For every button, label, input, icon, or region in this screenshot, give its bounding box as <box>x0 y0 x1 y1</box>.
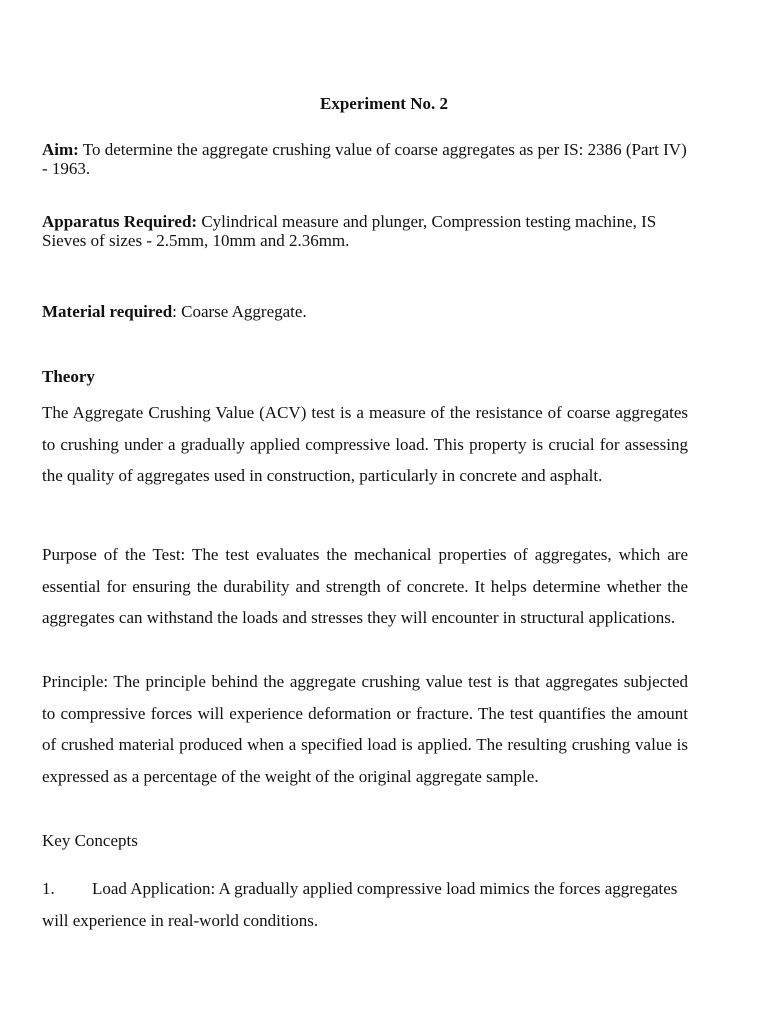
material-label: Material required <box>42 302 173 321</box>
principle-paragraph: Principle: The principle behind the aggregate crushing value test is that aggregates subjected to compressive forces will experience deformation or fracture. The test quantifies the amount of crushed material produced when a specified load is applied. The resulting crushing value is expressed as a percentage of the weight of the original aggregate sample. <box>42 672 688 786</box>
aim-label: Aim: <box>42 140 79 159</box>
apparatus-paragraph <box>42 212 688 250</box>
aim-paragraph <box>42 140 688 178</box>
apparatus-label: Apparatus Required: <box>42 212 198 231</box>
purpose-paragraph: Purpose of the Test: The test evaluates the mechanical properties of aggregates, which are essential for ensuring the durability and strength of concrete. It helps determine whether the aggregates can withstand the loads and stresses they will encounter in structural applications. <box>42 545 688 627</box>
list-item-text: Load Application: A gradually applied compressive load mimics the forces aggregates will experience in real-world conditions. <box>42 879 678 930</box>
list-item-number: 1. <box>42 879 55 898</box>
material-paragraph <box>42 302 688 321</box>
theory-intro-paragraph: The Aggregate Crushing Value (ACV) test is a measure of the resistance of coarse aggregates to crushing under a gradually applied compressive load. This property is crucial for assessing the quality of aggregates used in construction, particularly in concrete and asphalt. <box>42 403 688 485</box>
page-title: Experiment No. 2 <box>320 94 448 113</box>
apparatus-text: Cylindrical measure and plunger, Compression testing machine, IS Sieves of sizes - 2.5mm, 10mm and 2.36mm. <box>42 212 657 250</box>
material-text: : Coarse Aggregate. <box>172 302 307 321</box>
list-item <box>42 873 688 937</box>
theory-heading: Theory <box>42 367 95 386</box>
aim-text: To determine the aggregate crushing value of coarse aggregates as per IS: 2386 (Part IV) - 1963. <box>42 140 687 178</box>
key-concepts-heading: Key Concepts <box>42 831 138 850</box>
